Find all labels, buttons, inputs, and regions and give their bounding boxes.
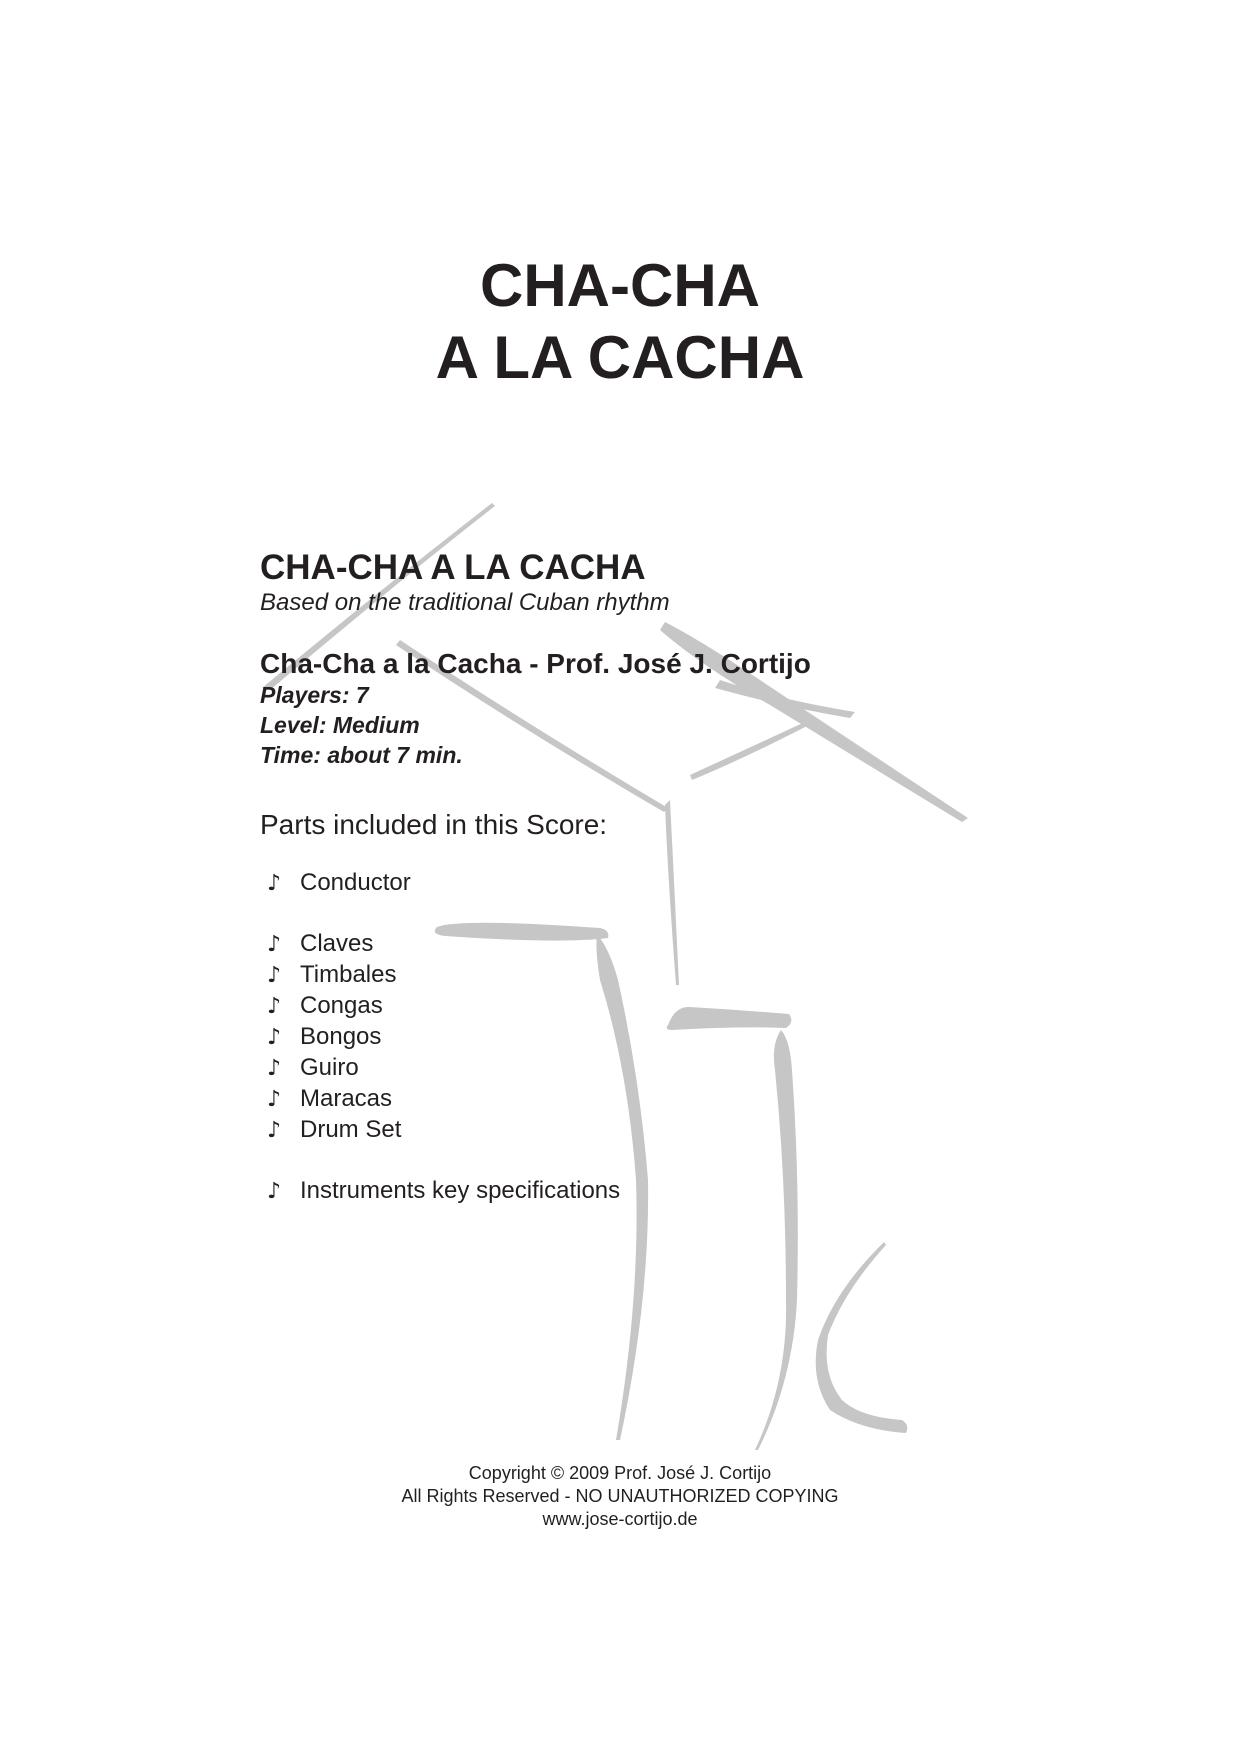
list-item — [260, 868, 960, 899]
music-note-icon: ♪ — [267, 1087, 282, 1112]
music-note-icon: ♪ — [267, 1056, 282, 1081]
parts-list-conductor — [260, 868, 960, 899]
list-item — [260, 929, 960, 960]
list-item — [260, 1022, 960, 1053]
music-note-icon: ♪ — [267, 1118, 282, 1143]
music-note-icon: ♪ — [267, 932, 282, 957]
copyright-footer — [0, 1462, 1240, 1531]
list-item — [260, 1176, 960, 1207]
part-label: Guiro — [300, 1054, 359, 1081]
list-item — [260, 991, 960, 1022]
part-label: Congas — [300, 992, 383, 1019]
list-item — [260, 1053, 960, 1084]
page-title — [0, 250, 1240, 394]
score-info — [260, 548, 960, 1207]
part-label: Bongos — [300, 1023, 382, 1050]
composer-credit: Cha-Cha a la Cacha - Prof. José J. Cortijo — [260, 648, 811, 679]
players-count: Players: 7 — [260, 682, 369, 708]
music-note-icon: ♪ — [267, 994, 282, 1019]
music-note-icon: ♪ — [267, 871, 282, 896]
rights-notice: All Rights Reserved - NO UNAUTHORIZED COPYING — [401, 1486, 839, 1506]
part-label: Conductor — [300, 869, 411, 896]
page-title-line-2: A LA CACHA — [435, 324, 805, 391]
part-label: Maracas — [300, 1085, 393, 1112]
parts-list-specifications — [260, 1176, 960, 1207]
duration: Time: about 7 min. — [260, 742, 463, 768]
music-note-icon: ♪ — [267, 1025, 282, 1050]
list-item — [260, 1115, 960, 1146]
score-description: Based on the traditional Cuban rhythm — [260, 589, 670, 616]
list-item — [260, 960, 960, 991]
music-note-icon: ♪ — [267, 1179, 282, 1204]
part-label: Drum Set — [300, 1116, 402, 1143]
difficulty-level: Level: Medium — [260, 712, 420, 738]
part-label: Timbales — [300, 961, 397, 988]
website-url: www.jose-cortijo.de — [542, 1509, 698, 1529]
copyright-notice: Copyright © 2009 Prof. José J. Cortijo — [468, 1463, 772, 1483]
parts-list-instruments — [260, 929, 960, 1146]
page-title-line-1: CHA-CHA — [480, 252, 760, 319]
part-label: Instruments key specifications — [300, 1177, 621, 1204]
score-subtitle: CHA-CHA A LA CACHA — [260, 548, 646, 587]
parts-heading: Parts included in this Score: — [260, 809, 608, 840]
music-note-icon: ♪ — [267, 963, 282, 988]
list-item — [260, 1084, 960, 1115]
part-label: Claves — [300, 930, 374, 957]
